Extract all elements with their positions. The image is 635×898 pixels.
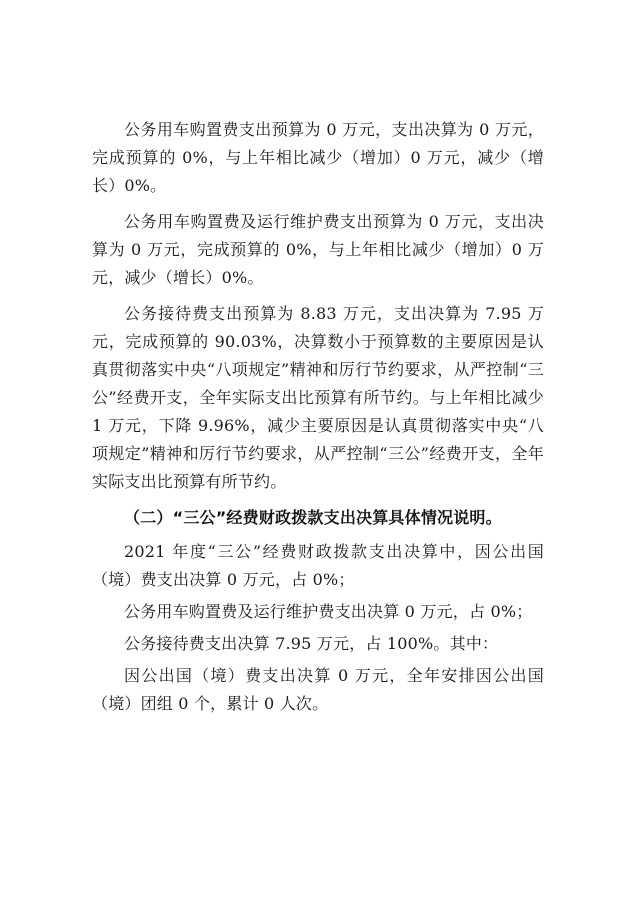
paragraph-vehicle-purchase: 公务用车购置费支出预算为 0 万元，支出决算为 0 万元，完成预算的 0%，与上年相比减少（增加）0 万元，减少（增长）0%。 bbox=[92, 120, 544, 195]
section-heading: （二）“三公”经费财政拨款支出决算具体情况说明。 bbox=[124, 508, 502, 527]
paragraph-vehicle-operation: 公务用车购置费及运行维护费支出预算为 0 万元，支出决算为 0 万元，完成预算的 0%，与上年相比减少（增加）0 万元，减少（增长）0%。 bbox=[92, 212, 544, 287]
document-body bbox=[92, 116, 544, 722]
paragraph-vehicle-summary: 公务用车购置费及运行维护费支出决算 0 万元，占 0%； bbox=[124, 602, 533, 621]
paragraph-overseas-summary: 2021 年度“三公”经费财政拨款支出决算中，因公出国（境）费支出决算 0 万元，占 0%； bbox=[92, 542, 544, 589]
paragraph-reception-summary: 公务接待费支出决算 7.95 万元，占 100%。其中： bbox=[124, 634, 499, 653]
paragraph-overseas-detail: 因公出国（境）费支出决算 0 万元，全年安排因公出国（境）团组 0 个，累计 0 人次。 bbox=[92, 666, 544, 713]
paragraph-reception-expense: 公务接待费支出预算为 8.83 万元，支出决算为 7.95 万元，完成预算的 90.03%，决算数小于预算数的主要原因是认真贯彻落实中央“八项规定”精神和厉行节约要求，从严控制“三公”经费开支，全年实际支出比预算有所节约。与上年相比减少 1 万元，下降 9.96%，减少主要原因是认真贯彻落实中央“八项规定”精神和厉行节约要求，从严控制“三公”经费开支，全年实际支出比预算有所节约。 bbox=[92, 304, 544, 491]
